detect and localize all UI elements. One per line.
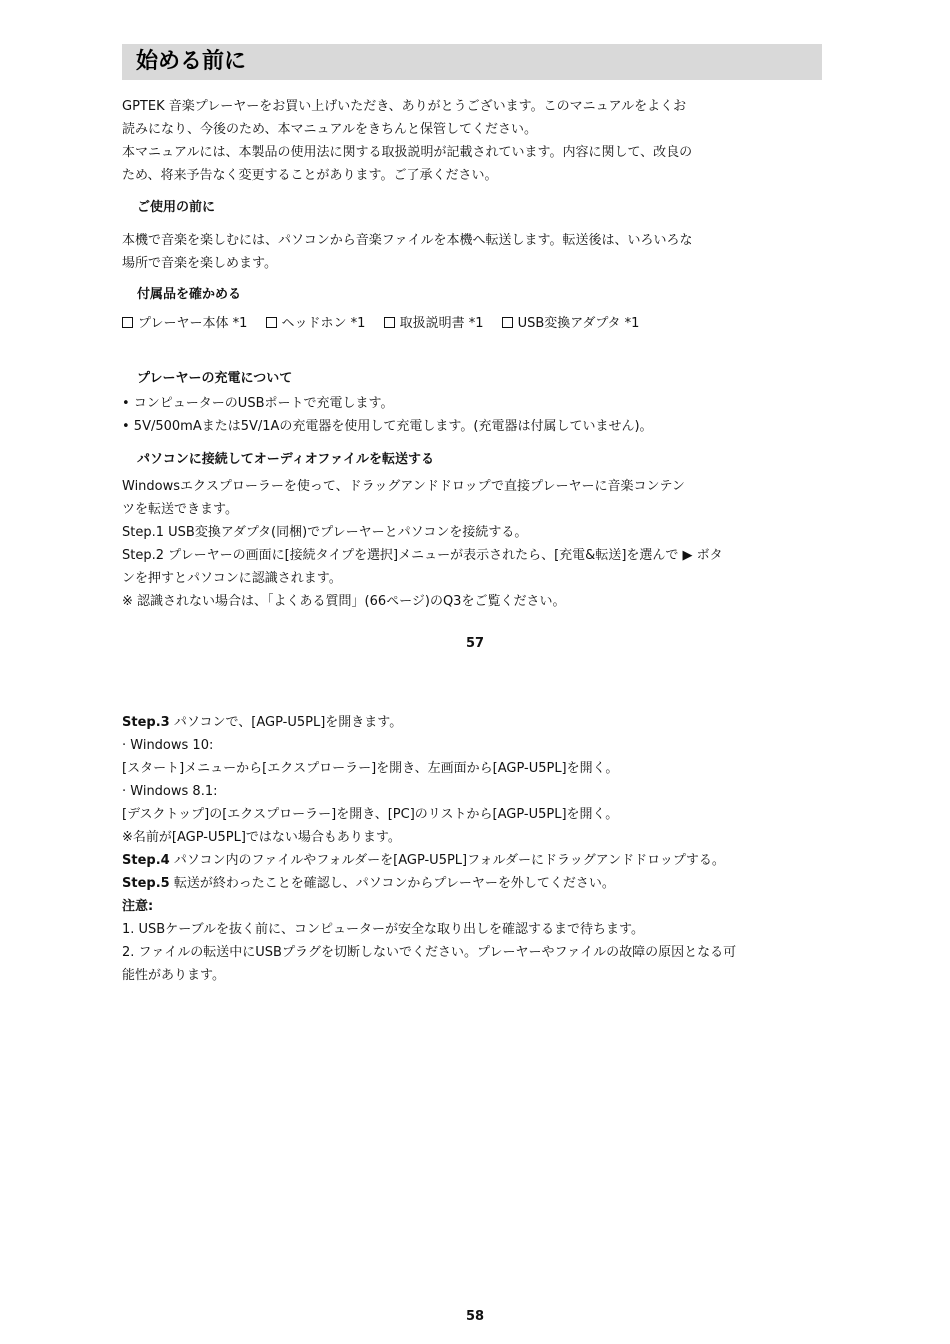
checkbox-icon [384,317,395,328]
step4-text: パソコン内のファイルやフォルダーを[AGP-U5PL]フォルダーにドラッグアンドドロップする。 [169,853,725,868]
checkbox-icon [122,317,133,328]
accessories-section [122,283,827,306]
before-use-line: 本機で音楽を楽しむには、パソコンから音楽ファイルを本機へ転送します。転送後は、いろいろな [122,233,693,248]
step3-label: Step.3 [122,715,170,730]
before-use-body [122,229,827,275]
transfer-section [122,448,827,471]
caution-line: 1. USBケーブルを抜く前に、コンピューターが安全な取り出しを確認するまで待ちます。 [122,922,645,937]
transfer-line: ンを押すとパソコンに認識されます。 [122,571,342,586]
page-number: 58 [465,1309,485,1324]
transfer-body [122,475,827,613]
intro-line: 読みになり、今後のため、本マニュアルをきちんと保管してください。 [122,122,537,137]
accessory-item [384,316,484,331]
transfer-heading: パソコンに接続してオーディオファイルを転送する [137,452,435,467]
transfer-line: Step.1 USB変換アダプタ(同梱)でプレーヤーとパソコンを接続する。 [122,525,528,540]
accessory-item [122,316,247,331]
step4-line [122,849,827,872]
before-use-section [122,196,827,219]
accessory-item [266,316,366,331]
name-note: ※名前が[AGP-U5PL]ではない場合もあります。 [122,830,401,845]
charging-heading: プレーヤーの充電について [137,371,293,386]
step5-label: Step.5 [122,876,170,891]
caution-line: 能性があります。 [122,968,225,983]
step3-line [122,711,827,734]
accessory-label: プレーヤー本体 *1 [138,316,248,331]
before-use-heading: ご使用の前に [137,200,216,215]
charging-body [122,392,827,438]
checkbox-icon [266,317,277,328]
page-title: 始める前に [136,49,247,74]
section-title-bar [122,44,822,80]
accessory-label: 取扱説明書 *1 [399,316,484,331]
step5-line [122,872,827,895]
accessory-item [502,316,640,331]
charging-line: • コンピューターのUSBポートで充電します。 [122,396,394,411]
windows81-label: · Windows 8.1: [122,784,218,799]
accessory-label: ヘッドホン *1 [281,316,366,331]
intro-line: ため、将来予告なく変更することがあります。ご了承ください。 [122,168,498,183]
accessories-list [122,312,827,335]
caution-label: 注意: [122,899,154,914]
step4-label: Step.4 [122,853,170,868]
charging-line: • 5V/500mAまたは5V/1Aの充電器を使用して充電します。(充電器は付属していません)。 [122,419,653,434]
windows81-text: [デスクトップ]の[エクスプローラー]を開き、[PC]のリストから[AGP-U5PL]を開く。 [122,807,619,822]
checkbox-icon [502,317,513,328]
transfer-line: ※ 認識されない場合は、「よくある質問」(66ページ)のQ3をご覧ください。 [122,594,566,609]
page-number: 57 [465,636,485,651]
transfer-line: Windowsエクスプローラーを使って、ドラッグアンドドロップで直接プレーヤーに音楽コンテン [122,479,685,494]
caution-line: 2. ファイルの転送中にUSBプラグを切断しないでください。プレーヤーやファイルの故障の原因となる可 [122,945,737,960]
charging-section [122,367,827,390]
windows10-text: [スタート]メニューから[エクスプローラー]を開き、左画面から[AGP-U5PL]を開く。 [122,761,619,776]
intro-block [122,95,827,187]
transfer-line: ツを転送できます。 [122,502,238,517]
step5-text: 転送が終わったことを確認し、パソコンからプレーヤーを外してください。 [169,876,615,891]
step3-text: パソコンで、[AGP-U5PL]を開きます。 [169,715,403,730]
windows10-label: · Windows 10: [122,738,214,753]
accessories-heading: 付属品を確かめる [137,287,242,302]
accessory-label: USB変換アダプタ *1 [517,316,640,331]
transfer-line: Step.2 プレーヤーの画面に[接続タイプを選択]メニューが表示されたら、[充電&転送]を選んで ▶ ボタ [122,548,723,563]
steps-block [122,711,827,987]
before-use-line: 場所で音楽を楽しめます。 [122,256,277,271]
intro-line: GPTEK 音楽プレーヤーをお買い上げいただき、ありがとうございます。このマニュアルをよくお [122,99,687,114]
intro-line: 本マニュアルには、本製品の使用法に関する取扱説明が記載されています。内容に関して、改良の [122,145,693,160]
